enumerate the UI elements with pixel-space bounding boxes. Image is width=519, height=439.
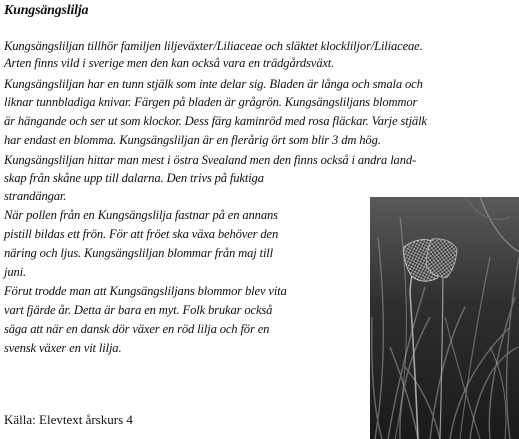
text-line: vart fjärde år. Detta är bara en myt. Folk brukar också — [4, 303, 273, 317]
text-line: pistill bildas ett frön. För att fröet ska växa behöver den — [4, 227, 279, 241]
text-line: Förut trodde man att Kungsängsliljans blommor blev vita — [4, 284, 287, 298]
text-line: Kungsängsliljan har en tunn stjälk som inte delar sig. Bladen är långa och smala och — [4, 77, 423, 91]
text-line: har endast en blomma. Kungsängsliljan är en flerårig ört som blir 3 dm hög. — [4, 133, 381, 147]
text-line: liknar tunnbladiga knivar. Färgen på bladen är grågrön. Kungsängsliljans blommor — [4, 95, 418, 109]
text-line: är hängande och ser ut som klockor. Dess färg kaminröd med rosa fläckar. Varje stjälk — [4, 114, 427, 128]
text-line: juni. — [4, 265, 26, 279]
text-line: säga att när en dansk dör växer en röd lilja och för en — [4, 322, 270, 336]
text-line: näring och ljus. Kungsängsliljan blommar från maj till — [4, 246, 273, 260]
source-credit: Källa: Elevtext årskurs 4 — [4, 412, 133, 427]
fritillary-flower-photo — [370, 197, 519, 439]
text-line: skap från skåne upp till dalarna. Den trivs på fuktiga — [4, 171, 264, 185]
text-line: Kungsängsliljan tillhör familjen liljeväxter/Liliaceae och släktet klockliljor/Liliaceae. — [4, 39, 423, 53]
text-line: Arten finns vild i sverige men den kan också vara en trädgårdsväxt. — [4, 56, 335, 70]
text-line: Kungsängsliljan hittar man mest i östra Svealand men den finns också i andra land- — [4, 153, 417, 167]
text-line: När pollen från en Kungsängslilja fastnar på en annans — [4, 208, 278, 222]
text-line: svensk växer en vit lilja. — [4, 341, 122, 355]
text-line: strandängar. — [4, 189, 67, 203]
document-title: Kungsängslilja — [4, 3, 89, 18]
